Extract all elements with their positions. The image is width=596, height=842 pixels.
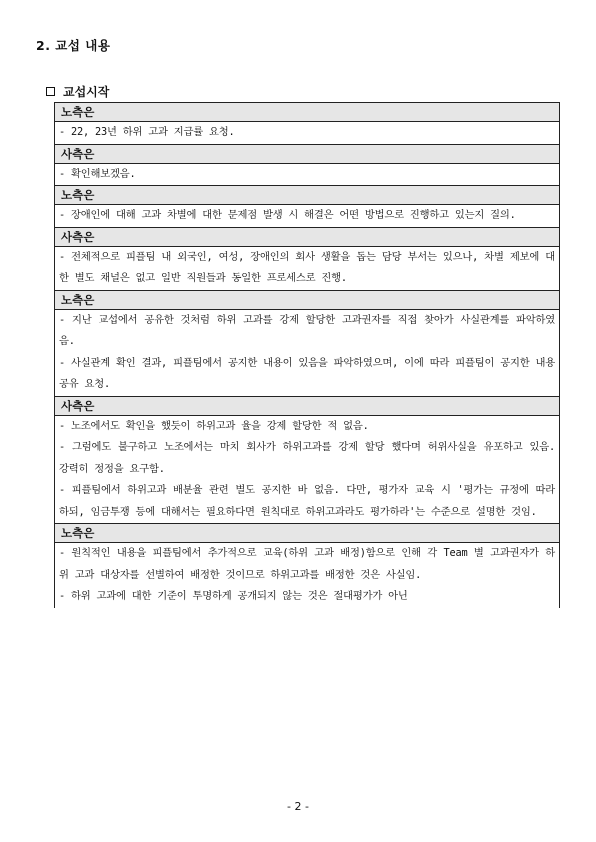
page-number: - 2 -	[287, 800, 309, 813]
statement-cell	[55, 164, 559, 187]
speaker-label: 사측은	[55, 145, 559, 164]
statement-paragraph: - 그럼에도 불구하고 노조에서는 마치 회사가 하위고과를 강제 할당 했다며 허위사실을 유포하고 있음. 강력히 정정을 요구함.	[59, 441, 555, 475]
subheading	[46, 83, 109, 100]
statement-cell	[55, 247, 559, 291]
statement-cell	[55, 310, 559, 397]
speaker-label: 노측은	[55, 291, 559, 310]
statement-paragraph: - 사실관계 확인 결과, 피플팀에서 공지한 내용이 있음을 파악하였으며, 이에 따라 피플팀이 공지한 내용 공유 요청.	[59, 356, 555, 390]
speaker-label: 사측은	[55, 228, 559, 247]
checkbox-square-icon	[46, 87, 55, 96]
statement-paragraph: - 하위 고과에 대한 기준이 투명하게 공개되지 않는 것은 절대평가가 아닌	[59, 590, 408, 602]
statement-paragraph: - 확인해보겠음.	[59, 167, 136, 180]
statement-cell	[55, 205, 559, 228]
statement-paragraph: - 전체적으로 피플팀 내 외국인, 여성, 장애인의 회사 생활을 돕는 담당 부서는 있으나, 차별 제보에 대한 별도 채널은 없고 일반 직원들과 동일한 프로세스로 진행.	[59, 250, 555, 284]
speaker-label: 노측은	[55, 524, 559, 543]
speaker-label: 사측은	[55, 397, 559, 416]
statement-cell	[55, 543, 559, 608]
statement-paragraph: - 장애인에 대해 고과 차별에 대한 문제점 발생 시 해결은 어떤 방법으로 진행하고 있는지 질의.	[59, 209, 516, 221]
statement-cell	[55, 122, 559, 145]
transcript-table	[54, 102, 560, 608]
statement-paragraph: - 피플팀에서 하위고과 배분율 관련 별도 공지한 바 없음. 다만, 평가자 교육 시 '평가는 규정에 따라 하되, 임금투쟁 등에 대해서는 필요하다면 원칙대로 하위고과라도 평가하라'는 수준으로 설명한 것임.	[59, 484, 555, 518]
statement-cell	[55, 416, 559, 525]
speaker-label: 노측은	[55, 186, 559, 205]
speaker-label: 노측은	[55, 103, 559, 122]
subheading-label: 교섭시작	[63, 85, 110, 99]
statement-paragraph: - 22, 23년 하위 고과 지급률 요청.	[59, 126, 235, 138]
section-title: 2. 교섭 내용	[36, 38, 111, 53]
statement-paragraph: - 원칙적인 내용을 피플팀에서 추가적으로 교육(하위 고과 배정)함으로 인해 각 Team 별 고과권자가 하위 고과 대상자를 선별하여 배정한 것이므로 하위고과를 배정한 것은 사실임.	[59, 547, 555, 581]
statement-paragraph: - 지난 교섭에서 공유한 것처럼 하위 고과를 강제 할당한 고과권자를 직접 찾아가 사실관계를 파악하였음.	[59, 313, 555, 347]
statement-paragraph: - 노조에서도 확인을 했듯이 하위고과 율을 강제 할당한 적 없음.	[59, 419, 369, 432]
